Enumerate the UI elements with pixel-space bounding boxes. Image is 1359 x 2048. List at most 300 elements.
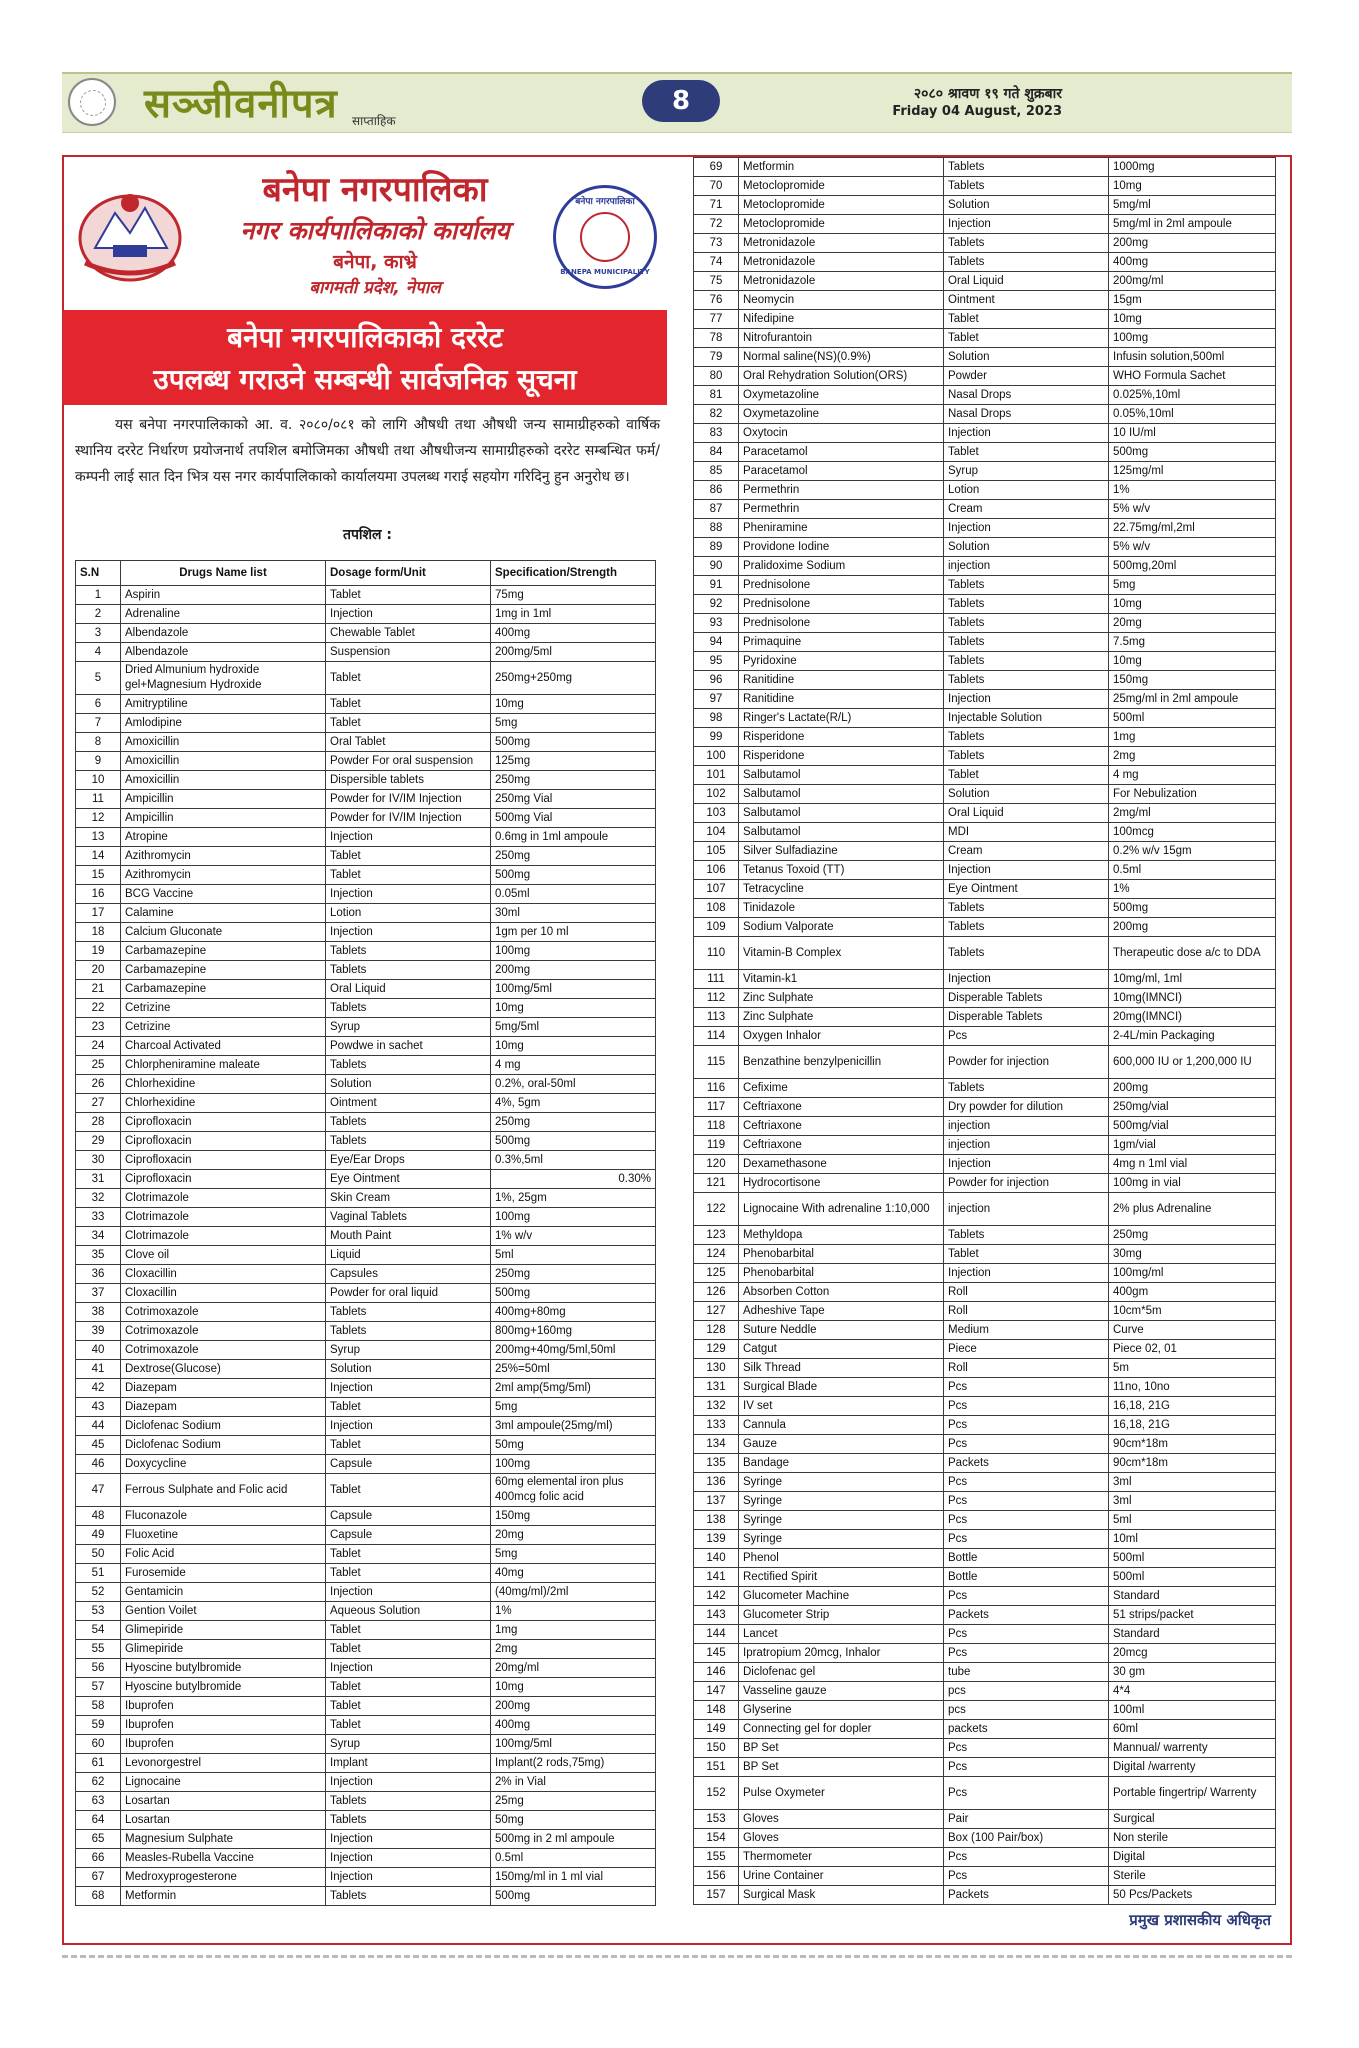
cell-drug-name: Ceftriaxone (739, 1117, 944, 1136)
cell-drug-name: Catgut (739, 1340, 944, 1359)
cell-dosage-form: Oral Liquid (944, 272, 1109, 291)
cell-dosage-form: Tablet (326, 1545, 491, 1564)
cell-drug-name: Cetrizine (121, 1018, 326, 1037)
cell-specification: 100mg/5ml (491, 1735, 656, 1754)
table-row (76, 866, 656, 885)
details-label: तपशिल : (342, 527, 393, 543)
cell-sn: 18 (76, 923, 121, 942)
cell-specification: 250mg+250mg (491, 662, 656, 695)
cell-dosage-form: Oral Liquid (326, 980, 491, 999)
cell-specification: 10mg (491, 1037, 656, 1056)
cell-specification: 5% w/v (1109, 500, 1276, 519)
cell-dosage-form: Oral Liquid (944, 804, 1109, 823)
cell-sn: 68 (76, 1887, 121, 1906)
cell-sn: 26 (76, 1075, 121, 1094)
cell-dosage-form: Roll (944, 1283, 1109, 1302)
cell-specification: 40mg (491, 1564, 656, 1583)
table-row (694, 1264, 1276, 1283)
cell-specification: 500mg (491, 1132, 656, 1151)
table-row (694, 367, 1276, 386)
table-row (694, 538, 1276, 557)
cell-drug-name: Phenol (739, 1549, 944, 1568)
cell-sn: 8 (76, 733, 121, 752)
table-row (694, 272, 1276, 291)
cell-specification: Piece 02, 01 (1109, 1340, 1276, 1359)
table-row (694, 1587, 1276, 1606)
cell-dosage-form: Tablets (326, 1887, 491, 1906)
cell-drug-name: Primaquine (739, 633, 944, 652)
cell-drug-name: Aspirin (121, 586, 326, 605)
cell-drug-name: Gloves (739, 1829, 944, 1848)
cell-drug-name: Tinidazole (739, 899, 944, 918)
table-row (694, 1079, 1276, 1098)
cell-drug-name: Diclofenac Sodium (121, 1417, 326, 1436)
cell-drug-name: Neomycin (739, 291, 944, 310)
cell-dosage-form: MDI (944, 823, 1109, 842)
table-row (694, 1848, 1276, 1867)
cell-sn: 7 (76, 714, 121, 733)
cell-specification: 0.2% w/v 15gm (1109, 842, 1276, 861)
cell-specification: 200mg (1109, 1079, 1276, 1098)
cell-drug-name: Ciprofloxacin (121, 1132, 326, 1151)
cell-sn: 149 (694, 1720, 739, 1739)
cell-dosage-form: Injection (326, 605, 491, 624)
cell-drug-name: Risperidone (739, 728, 944, 747)
table-row (694, 1340, 1276, 1359)
table-row (694, 1245, 1276, 1264)
cell-dosage-form: Tablets (944, 747, 1109, 766)
cell-dosage-form: Lotion (326, 904, 491, 923)
cell-specification: 5mg/ml in 2ml ampoule (1109, 215, 1276, 234)
cell-specification: 0.5ml (1109, 861, 1276, 880)
cell-sn: 138 (694, 1511, 739, 1530)
cell-dosage-form: Packets (944, 1886, 1109, 1905)
table-row (694, 1867, 1276, 1886)
cell-dosage-form: Pcs (944, 1644, 1109, 1663)
cell-dosage-form: Pcs (944, 1587, 1109, 1606)
cell-dosage-form: Roll (944, 1359, 1109, 1378)
cell-drug-name: Ciprofloxacin (121, 1151, 326, 1170)
cell-sn: 69 (694, 158, 739, 177)
cell-specification: 200mg (1109, 918, 1276, 937)
cell-drug-name: Diazepam (121, 1379, 326, 1398)
table-row (76, 1056, 656, 1075)
cell-drug-name: Ampicillin (121, 809, 326, 828)
banner-line-2: उपलब्ध गराउने सम्बन्धी सार्वजनिक सूचना (153, 363, 577, 396)
cell-specification: 100mg/ml (1109, 1264, 1276, 1283)
cell-drug-name: Pulse Oxymeter (739, 1777, 944, 1810)
table-row (694, 1644, 1276, 1663)
cell-drug-name: Ibuprofen (121, 1716, 326, 1735)
cell-dosage-form: Vaginal Tablets (326, 1208, 491, 1227)
cell-dosage-form: Pcs (944, 1758, 1109, 1777)
cell-dosage-form: Injection (944, 1155, 1109, 1174)
cell-drug-name: Oxymetazoline (739, 386, 944, 405)
cell-dosage-form: injection (944, 557, 1109, 576)
table-row (76, 1018, 656, 1037)
table-row (694, 348, 1276, 367)
cell-specification: 2% in Vial (491, 1773, 656, 1792)
table-row (694, 918, 1276, 937)
masthead (62, 72, 1292, 133)
date-english: Friday 04 August, 2023 (892, 104, 1062, 119)
cell-sn: 102 (694, 785, 739, 804)
signoff-chief-administrative-officer: प्रमुख प्रशासकीय अधिकृत (1129, 1911, 1271, 1929)
table-row (76, 1379, 656, 1398)
table-row (76, 1830, 656, 1849)
cell-sn: 45 (76, 1436, 121, 1455)
cell-sn: 44 (76, 1417, 121, 1436)
cell-specification: 25%=50ml (491, 1360, 656, 1379)
cell-sn: 142 (694, 1587, 739, 1606)
cell-drug-name: Syringe (739, 1530, 944, 1549)
cell-dosage-form: Oral Tablet (326, 733, 491, 752)
cell-drug-name: Fluconazole (121, 1507, 326, 1526)
cell-drug-name: Sodium Valporate (739, 918, 944, 937)
cell-specification: 30 gm (1109, 1663, 1276, 1682)
table-row (76, 1773, 656, 1792)
cell-specification: 250mg Vial (491, 790, 656, 809)
cell-drug-name: Oxygen Inhalor (739, 1027, 944, 1046)
cell-dosage-form: Implant (326, 1754, 491, 1773)
cell-sn: 126 (694, 1283, 739, 1302)
cell-specification: 10cm*5m (1109, 1302, 1276, 1321)
cell-dosage-form: Injection (326, 1849, 491, 1868)
cell-dosage-form: Tablets (944, 158, 1109, 177)
table-row (694, 1625, 1276, 1644)
table-row (76, 923, 656, 942)
table-row (694, 1568, 1276, 1587)
cell-specification: 1mg in 1ml (491, 605, 656, 624)
table-row (694, 1682, 1276, 1701)
cell-dosage-form: Injection (944, 215, 1109, 234)
footer-divider (62, 1955, 1292, 1958)
cell-specification: Digital (1109, 1848, 1276, 1867)
cell-drug-name: Albendazole (121, 643, 326, 662)
table-row (76, 1621, 656, 1640)
cell-specification: 30ml (491, 904, 656, 923)
cell-specification: Infusin solution,500ml (1109, 348, 1276, 367)
municipality-header (75, 165, 670, 305)
date-nepali: २०८० श्रावण १९ गते शुक्रबार (913, 86, 1062, 102)
cell-dosage-form: Tablet (326, 1621, 491, 1640)
table-row (694, 614, 1276, 633)
cell-specification: 3ml ampoule(25mg/ml) (491, 1417, 656, 1436)
cell-specification: 2% plus Adrenaline (1109, 1193, 1276, 1226)
cell-specification: 10 IU/ml (1109, 424, 1276, 443)
table-row (694, 557, 1276, 576)
table-row (694, 1046, 1276, 1079)
cell-sn: 48 (76, 1507, 121, 1526)
table-row (694, 215, 1276, 234)
cell-sn: 112 (694, 989, 739, 1008)
cell-specification: Standard (1109, 1587, 1276, 1606)
table-row (694, 310, 1276, 329)
table-row (76, 1507, 656, 1526)
cell-dosage-form: Powdwe in sachet (326, 1037, 491, 1056)
cell-dosage-form: Pcs (944, 1511, 1109, 1530)
table-row (694, 1098, 1276, 1117)
table-row (76, 828, 656, 847)
cell-drug-name: BP Set (739, 1758, 944, 1777)
cell-specification: 2mg (1109, 747, 1276, 766)
cell-drug-name: Oxymetazoline (739, 405, 944, 424)
cell-sn: 80 (694, 367, 739, 386)
cell-sn: 76 (694, 291, 739, 310)
cell-specification: Non sterile (1109, 1829, 1276, 1848)
cell-drug-name: Azithromycin (121, 847, 326, 866)
cell-sn: 70 (694, 177, 739, 196)
cell-drug-name: Syringe (739, 1473, 944, 1492)
cell-specification: 200mg (491, 1697, 656, 1716)
cell-sn: 35 (76, 1246, 121, 1265)
cell-dosage-form: Powder for oral liquid (326, 1284, 491, 1303)
cell-drug-name: Carbamazepine (121, 980, 326, 999)
table-row (694, 196, 1276, 215)
cell-specification: 1mg (1109, 728, 1276, 747)
table-row (76, 1227, 656, 1246)
table-row (694, 861, 1276, 880)
cell-dosage-form: Nasal Drops (944, 386, 1109, 405)
table-row (76, 1564, 656, 1583)
cell-sn: 2 (76, 605, 121, 624)
cell-sn: 23 (76, 1018, 121, 1037)
cell-sn: 81 (694, 386, 739, 405)
cell-dosage-form: Tablets (944, 576, 1109, 595)
cell-dosage-form: Tablet (326, 1716, 491, 1735)
cell-drug-name: Metronidazole (739, 272, 944, 291)
cell-sn: 91 (694, 576, 739, 595)
newspaper-title: सञ्जीवनीपत्र (144, 80, 338, 127)
cell-sn: 90 (694, 557, 739, 576)
table-row (694, 709, 1276, 728)
cell-dosage-form: Pcs (944, 1378, 1109, 1397)
cell-specification: 10mg (1109, 652, 1276, 671)
table-row (76, 1887, 656, 1906)
cell-specification: 4%, 5gm (491, 1094, 656, 1113)
cell-drug-name: Salbutamol (739, 823, 944, 842)
table-row (694, 652, 1276, 671)
cell-specification: 500ml (1109, 709, 1276, 728)
cell-specification: 2-4L/min Packaging (1109, 1027, 1276, 1046)
cell-dosage-form: Dry powder for dilution (944, 1098, 1109, 1117)
cell-dosage-form: injection (944, 1117, 1109, 1136)
cell-specification: 400gm (1109, 1283, 1276, 1302)
cell-dosage-form: Pcs (944, 1530, 1109, 1549)
cell-drug-name: Adrenaline (121, 605, 326, 624)
cell-specification: 7.5mg (1109, 633, 1276, 652)
cell-specification: 2mg/ml (1109, 804, 1276, 823)
table-row (694, 500, 1276, 519)
cell-dosage-form: Pcs (944, 1625, 1109, 1644)
cell-dosage-form: Tablet (326, 662, 491, 695)
cell-drug-name: Metoclopromide (739, 177, 944, 196)
cell-specification: 20mg (491, 1526, 656, 1545)
cell-specification: 4 mg (1109, 766, 1276, 785)
cell-drug-name: Salbutamol (739, 804, 944, 823)
cell-drug-name: Absorben Cotton (739, 1283, 944, 1302)
cell-specification: 500mg (1109, 443, 1276, 462)
cell-drug-name: Chlorhexidine (121, 1094, 326, 1113)
cell-sn: 110 (694, 937, 739, 970)
cell-specification: 200mg/ml (1109, 272, 1276, 291)
cell-drug-name: Providone Iodine (739, 538, 944, 557)
cell-drug-name: Zinc Sulphate (739, 989, 944, 1008)
cell-dosage-form: Eye Ointment (326, 1170, 491, 1189)
table-row (694, 728, 1276, 747)
cell-dosage-form: Disperable Tablets (944, 1008, 1109, 1027)
cell-drug-name: Silk Thread (739, 1359, 944, 1378)
office-province: बागमती प्रदेश, नेपाल (309, 278, 441, 298)
cell-sn: 82 (694, 405, 739, 424)
table-row (76, 980, 656, 999)
cell-drug-name: Syringe (739, 1511, 944, 1530)
cell-drug-name: Urine Container (739, 1867, 944, 1886)
cell-drug-name: Oral Rehydration Solution(ORS) (739, 367, 944, 386)
table-row (694, 1739, 1276, 1758)
cell-sn: 114 (694, 1027, 739, 1046)
cell-dosage-form: Injection (326, 1417, 491, 1436)
table-row (694, 823, 1276, 842)
cell-dosage-form: Syrup (944, 462, 1109, 481)
cell-sn: 1 (76, 586, 121, 605)
cell-sn: 108 (694, 899, 739, 918)
table-row (694, 1155, 1276, 1174)
cell-sn: 122 (694, 1193, 739, 1226)
cell-drug-name: Doxycycline (121, 1455, 326, 1474)
table-row (76, 752, 656, 771)
cell-specification: Mannual/ warrenty (1109, 1739, 1276, 1758)
cell-drug-name: Prednisolone (739, 595, 944, 614)
cell-sn: 157 (694, 1886, 739, 1905)
cell-sn: 30 (76, 1151, 121, 1170)
cell-sn: 104 (694, 823, 739, 842)
org-name: बनेपा नगरपालिका (262, 170, 488, 210)
office-location: बनेपा, काभ्रे (333, 251, 417, 273)
cell-sn: 4 (76, 643, 121, 662)
table-row (694, 970, 1276, 989)
cell-dosage-form: Tablets (944, 177, 1109, 196)
logo-text-top: बनेपा नगरपालिका (575, 197, 635, 207)
cell-dosage-form: Capsule (326, 1455, 491, 1474)
cell-specification: Curve (1109, 1321, 1276, 1340)
cell-sn: 132 (694, 1397, 739, 1416)
cell-sn: 144 (694, 1625, 739, 1644)
table-row (694, 1663, 1276, 1682)
cell-sn: 105 (694, 842, 739, 861)
table-row (76, 1455, 656, 1474)
cell-sn: 43 (76, 1398, 121, 1417)
cell-specification: 150mg (1109, 671, 1276, 690)
cell-specification: 0.05%,10ml (1109, 405, 1276, 424)
table-row (694, 1397, 1276, 1416)
table-row (694, 443, 1276, 462)
cell-dosage-form: Cream (944, 500, 1109, 519)
cell-specification: 5mg (491, 1545, 656, 1564)
cell-dosage-form: Powder for IV/IM Injection (326, 809, 491, 828)
cell-specification: 125mg/ml (1109, 462, 1276, 481)
cell-sn: 41 (76, 1360, 121, 1379)
cell-dosage-form: Injection (326, 1583, 491, 1602)
cell-sn: 117 (694, 1098, 739, 1117)
table-row (76, 624, 656, 643)
cell-specification: 50mg (491, 1436, 656, 1455)
table-row (694, 690, 1276, 709)
table-row (694, 424, 1276, 443)
cell-specification: 1mg (491, 1621, 656, 1640)
cell-drug-name: Syringe (739, 1492, 944, 1511)
cell-specification: 3ml (1109, 1492, 1276, 1511)
cell-dosage-form: Tablet (326, 1678, 491, 1697)
cell-drug-name: Zinc Sulphate (739, 1008, 944, 1027)
cell-sn: 148 (694, 1701, 739, 1720)
cell-sn: 15 (76, 866, 121, 885)
cell-sn: 10 (76, 771, 121, 790)
cell-specification: 800mg+160mg (491, 1322, 656, 1341)
cell-dosage-form: Powder for injection (944, 1174, 1109, 1193)
cell-specification: 4*4 (1109, 1682, 1276, 1701)
cell-dosage-form: Tablet (326, 586, 491, 605)
cell-specification: 3ml (1109, 1473, 1276, 1492)
cell-specification: 0.025%,10ml (1109, 386, 1276, 405)
cell-sn: 22 (76, 999, 121, 1018)
cell-sn: 78 (694, 329, 739, 348)
table-row (76, 1075, 656, 1094)
cell-drug-name: Methyldopa (739, 1226, 944, 1245)
cell-drug-name: Clotrimazole (121, 1208, 326, 1227)
cell-sn: 74 (694, 253, 739, 272)
cell-dosage-form: Powder For oral suspension (326, 752, 491, 771)
cell-dosage-form: Tablet (326, 1398, 491, 1417)
cell-sn: 53 (76, 1602, 121, 1621)
table-row (694, 291, 1276, 310)
cell-drug-name: Ringer's Lactate(R/L) (739, 709, 944, 728)
cell-dosage-form: Tablets (326, 1792, 491, 1811)
cell-specification: 200mg (1109, 234, 1276, 253)
cell-specification: 16,18, 21G (1109, 1397, 1276, 1416)
cell-drug-name: Levonorgestrel (121, 1754, 326, 1773)
cell-drug-name: Cotrimoxazole (121, 1322, 326, 1341)
table-row (694, 1720, 1276, 1739)
table-row (76, 1398, 656, 1417)
cell-dosage-form: Injection (326, 923, 491, 942)
cell-drug-name: Ciprofloxacin (121, 1113, 326, 1132)
cell-sn: 96 (694, 671, 739, 690)
cell-specification: Surgical (1109, 1810, 1276, 1829)
table-row (694, 1530, 1276, 1549)
cell-specification: 200mg (491, 961, 656, 980)
cell-drug-name: Ranitidine (739, 671, 944, 690)
cell-drug-name: Diclofenac gel (739, 1663, 944, 1682)
cell-sn: 65 (76, 1830, 121, 1849)
table-row (76, 1792, 656, 1811)
cell-sn: 120 (694, 1155, 739, 1174)
table-row (76, 1360, 656, 1379)
cell-sn: 101 (694, 766, 739, 785)
cell-dosage-form: Tablets (944, 671, 1109, 690)
table-row (76, 1322, 656, 1341)
cell-specification: 4 mg (491, 1056, 656, 1075)
cell-sn: 33 (76, 1208, 121, 1227)
cell-dosage-form: Eye/Ear Drops (326, 1151, 491, 1170)
drug-table-right (693, 157, 1276, 1905)
cell-sn: 61 (76, 1754, 121, 1773)
cell-sn: 50 (76, 1545, 121, 1564)
cell-drug-name: Ipratropium 20mcg, Inhalor (739, 1644, 944, 1663)
cell-dosage-form: Tablets (326, 1132, 491, 1151)
cell-sn: 143 (694, 1606, 739, 1625)
cell-dosage-form: Tablets (944, 918, 1109, 937)
